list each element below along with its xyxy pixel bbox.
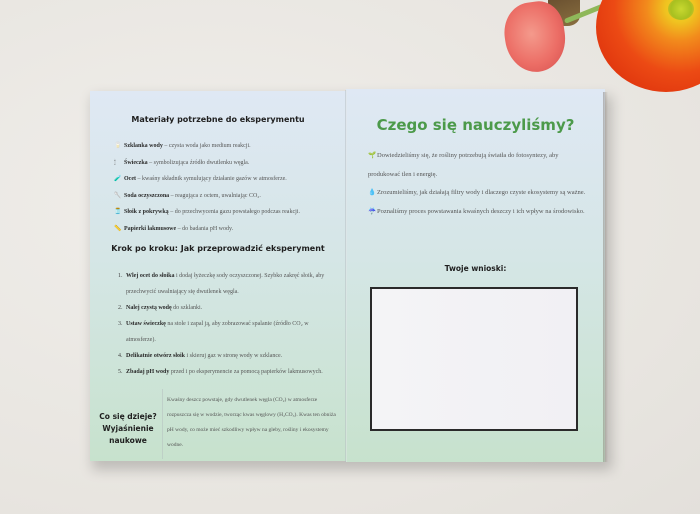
jar-icon: 🫙 [114, 209, 122, 215]
step-item [118, 364, 333, 380]
learned-text: Dowiedzieliśmy się, że rośliny potrzebują światła do fotosyntezy, aby produkować tlen i energię. [368, 152, 559, 178]
step-text: i dodaj łyżeczkę sody oczyszczonej. Szybko zakręć słoik, aby przechwycić uwalniający się dwutlenek węgla. [126, 273, 325, 295]
materials-item [114, 193, 300, 199]
vinegar-icon: 🧪 [114, 176, 122, 182]
materials-item [114, 160, 300, 166]
candle-icon: 🕯 [114, 159, 116, 166]
step-text: do szklanki. [171, 305, 203, 311]
umbrella-rain-icon: ☔ [368, 207, 377, 215]
step-item [118, 300, 333, 316]
step-item [118, 316, 333, 348]
material-desc: – kwaśny składnik symulujący działanie gazów w atmosferze. [136, 176, 287, 182]
step-action: Nalej czystą wodę [126, 305, 172, 311]
step-action: Ustaw świeczkę [126, 321, 166, 327]
step-item [118, 268, 333, 300]
step-item [118, 348, 333, 364]
learned-text: Poznaliśmy proces powstawania kwaśnych deszczy i ich wpływ na środowisko. [377, 207, 585, 215]
science-title-line: Co się dzieje? [99, 412, 157, 421]
conclusions-box[interactable] [370, 287, 578, 431]
material-name: Ocet [124, 176, 136, 182]
learned-text: Zrozumieliśmy, jak działają filtry wody i dlaczego czyste ekosystemy są ważne. [377, 189, 586, 196]
material-name: Szklanka wody [124, 143, 163, 149]
science-title-line: naukowe [109, 436, 147, 445]
material-desc: – symbolizująca źródło dwutlenku węgla. [147, 159, 250, 166]
step-action: Wlej ocet do słoika [126, 273, 175, 279]
steps-list [118, 268, 333, 380]
learned-item [368, 184, 588, 203]
step-text: na stole i zapal ją, aby zobrazować spalanie (źródło CO₂ w atmosferze). [126, 321, 309, 343]
materials-item [114, 209, 300, 215]
material-name: Świeczka [124, 159, 148, 166]
step-number: 5. [118, 369, 123, 375]
page-edge-shadow [603, 92, 608, 462]
step-text: przed i po eksperymencie za pomocą papierków lakmusowych. [169, 369, 323, 375]
booklet-spine [345, 90, 347, 462]
sprout-icon: 🌱 [368, 152, 377, 159]
material-desc: – do badania pH wody. [176, 225, 234, 232]
materials-item [114, 176, 300, 182]
right-page [346, 89, 605, 462]
glass-icon: 🥛 [114, 143, 122, 149]
learned-title: Czego się nauczyliśmy? [376, 116, 575, 134]
material-name: Słoik z pokrywką [124, 209, 169, 215]
conclusions-title: Twoje wnioski: [444, 264, 507, 273]
materials-title: Materiały potrzebne do eksperymentu [131, 115, 305, 124]
material-name: Papierki lakmusowe [124, 225, 177, 232]
material-name: Soda oczyszczona [124, 192, 170, 199]
material-desc: – do przechwycenia gazu powstałego podczas reakcji. [168, 209, 300, 215]
science-title [98, 411, 158, 447]
left-page [90, 91, 346, 461]
science-divider [162, 389, 163, 459]
step-number: 1. [118, 273, 123, 279]
step-number: 3. [118, 321, 123, 327]
step-action: Zbadaj pH wody [126, 369, 170, 375]
learned-list [368, 147, 588, 221]
spoon-icon: 🥄 [114, 192, 122, 199]
water-drop-icon: 💧 [368, 189, 377, 196]
materials-item [114, 226, 300, 232]
learned-item [368, 203, 588, 222]
steps-title: Krok po kroku: Jak przeprowadzić eksperyment [111, 244, 325, 253]
step-action: Delikatnie otwórz słoik [126, 353, 185, 359]
step-number: 4. [118, 353, 123, 359]
step-number: 2. [118, 305, 123, 311]
materials-list [114, 143, 300, 242]
science-explanation: Kwaśny deszcz powstaje, gdy dwutlenek węgla (CO₂) w atmosferze rozpuszcza się w wodzie, tworząc kwas węglowy (H₂CO₃). Kwas ten obniża pH wody, co może mieć szkodliwy wpływ na gleby, rośliny i ekosystemy wodne. [167, 397, 336, 448]
materials-item [114, 143, 300, 149]
learned-item [368, 147, 588, 184]
material-desc: – reagująca z octem, uwalniając CO₂. [169, 192, 261, 199]
science-title-line: Wyjaśnienie [102, 424, 154, 433]
step-text: i skieruj gaz w stronę wody w szklance. [185, 353, 283, 359]
litmus-paper-icon: 📏 [114, 225, 122, 232]
material-desc: – czysta woda jako medium reakcji. [162, 143, 251, 149]
